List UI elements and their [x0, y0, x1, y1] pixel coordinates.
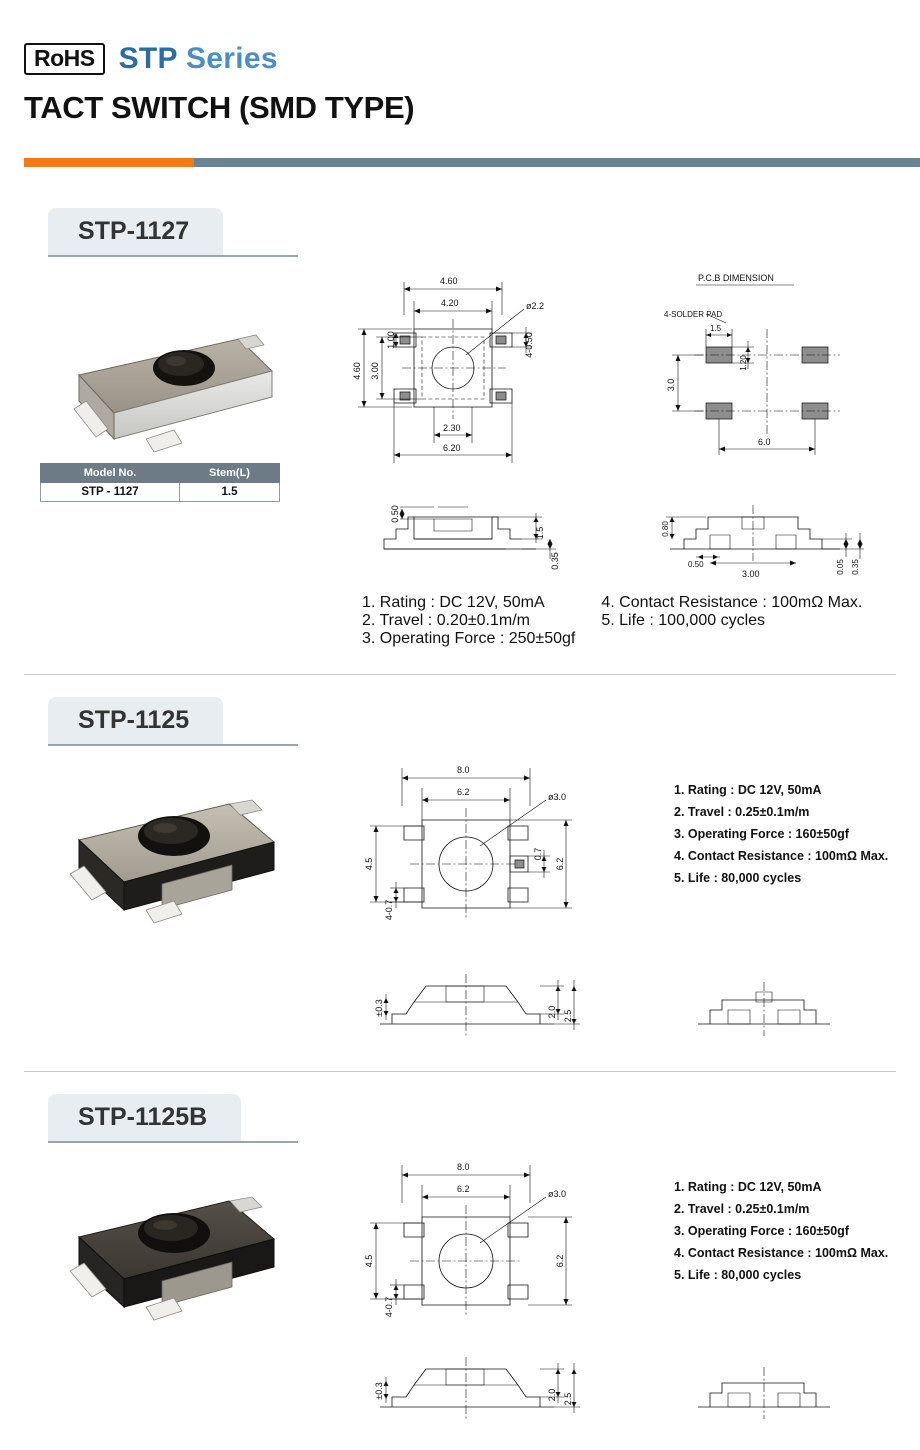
- th-model-no: Model No.: [41, 464, 180, 483]
- spec-item: 1. Rating : DC 12V, 50mA: [674, 783, 822, 797]
- series-word: Series: [185, 42, 278, 75]
- dim-pcb-side-c-1127: 0.05: [836, 559, 845, 575]
- section-stp-1125: [0, 675, 920, 1063]
- dim-side-h-mid-1127: 1.5: [535, 526, 545, 540]
- product-photo-block-1125: [24, 758, 314, 1063]
- spec-item: 5. Life : 100,000 cycles: [601, 612, 766, 629]
- spec-item: 3. Operating Force : 160±50gf: [674, 1223, 849, 1238]
- dim-side-h-bot-1127: 0.35: [550, 552, 560, 570]
- section-stp-1125b: [0, 1072, 920, 1450]
- section-stp-1127: [0, 180, 920, 648]
- header-accent-bar: [24, 158, 920, 167]
- dim-left-pad-1125: 4-0.7: [384, 899, 394, 921]
- specs-left-1127: [362, 594, 575, 648]
- dim-left-inner-h-1127: 3.00: [370, 362, 380, 380]
- pcb-dimension-title-1127: P.C.B DIMENSION: [698, 273, 774, 283]
- model-tab-underline-1125b: [48, 1141, 298, 1143]
- accent-bar-orange: [24, 158, 194, 167]
- dim-left-outer-h-1127: 4.60: [352, 362, 362, 380]
- specs-right-1127: [601, 594, 862, 648]
- product-photo-1125b: [24, 1155, 314, 1325]
- th-stem: Stem(L): [180, 464, 280, 483]
- switch-photo-1125b-svg: [24, 1155, 314, 1325]
- stem-table-1127: [40, 463, 280, 502]
- series-heading: [119, 42, 278, 76]
- switch-photo-1125-svg: [24, 758, 314, 928]
- dim-bottom-outer-1127: 6.20: [443, 443, 461, 453]
- dim-top-inner-w-1125: 6.2: [457, 787, 470, 797]
- dim-left-small-1127: 1.00: [386, 331, 396, 349]
- model-tab-underline-1127: [48, 255, 298, 257]
- dim-side-h1-1125: 2.0: [547, 1005, 557, 1019]
- dim-right-h-1125b: 6.2: [555, 1254, 565, 1268]
- dim-knob-1127: ø2.2: [526, 301, 545, 311]
- dim-top-inner-w-1127: 4.20: [441, 298, 459, 308]
- specs-1125: [674, 780, 896, 1063]
- technical-drawing-1127: [306, 267, 896, 627]
- dim-pcb-v-1127: 3.0: [666, 378, 676, 392]
- product-photo-block-1127: [24, 267, 306, 648]
- model-tab-1125b: STP-1125B: [48, 1094, 241, 1141]
- dim-knob-1125: ø3.0: [548, 792, 567, 802]
- model-tab-1125: STP-1125: [48, 697, 223, 744]
- dim-pcb-pad-h-1127: 1.20: [739, 355, 748, 371]
- dim-pcb-side-a-1127: 0.50: [688, 560, 704, 569]
- rohs-badge: RoHS: [24, 43, 105, 75]
- product-photo-block-1125b: [24, 1155, 314, 1450]
- dim-top-outer-w-1125: 8.0: [457, 765, 470, 775]
- model-tab-1127: STP-1127: [48, 208, 223, 255]
- dim-side-left-1125: ±0.3: [374, 999, 384, 1017]
- cell-model-no: STP - 1127: [41, 483, 180, 502]
- dim-knob-1125b: ø3.0: [548, 1189, 567, 1199]
- dim-left-outer-h-1125b: 4.5: [364, 1254, 374, 1268]
- dim-pcb-side-b-1127: 3.00: [742, 569, 760, 579]
- spec-item: 5. Life : 80,000 cycles: [674, 870, 802, 885]
- dim-side-h-top-1127: 0.50: [390, 505, 400, 523]
- spec-item: 4. Contact Resistance : 100mΩ Max.: [601, 594, 863, 611]
- specs-1125b: [674, 1177, 896, 1450]
- dim-pcb-pad-w-1127: 1.5: [710, 324, 722, 333]
- spec-item: 4. Contact Resistance : 100mΩ Max.: [674, 848, 889, 863]
- dim-pcb-side-h-1127: 0.80: [661, 521, 670, 537]
- dim-side-h1-1125b: 2.0: [547, 1388, 557, 1402]
- dim-top-outer-w-1127: 4.60: [440, 276, 458, 286]
- cell-stem: 1.5: [180, 483, 280, 502]
- product-photo-1125: [24, 758, 314, 928]
- spec-item: 2. Travel : 0.20±0.1m/m: [362, 612, 530, 629]
- dim-side-h2-1125b: 2.5: [563, 1392, 573, 1406]
- dim-left-outer-h-1125: 4.5: [364, 857, 374, 871]
- drawings-block-1127: [306, 267, 896, 648]
- spec-item: 1. Rating : DC 12V, 50mA: [674, 1180, 822, 1194]
- spec-item: 1. Rating : DC 12V, 50mA: [362, 594, 545, 611]
- spec-item: 2. Travel : 0.25±0.1m/m: [674, 804, 810, 819]
- dim-right-pad-1125: 0.7: [533, 847, 543, 861]
- dim-side-left-1125b: ±0.3: [374, 1382, 384, 1400]
- dim-side-h2-1125: 2.5: [563, 1009, 573, 1023]
- specs-1127: [362, 594, 896, 648]
- dim-left-pad-1125b: 4-0.7: [384, 1296, 394, 1318]
- spec-item: 5. Life : 80,000 cycles: [674, 1267, 802, 1282]
- dim-pcb-w-1127: 6.0: [758, 437, 771, 447]
- spec-item: 3. Operating Force : 160±50gf: [674, 826, 849, 841]
- specs-list-1125: [674, 780, 896, 889]
- accent-bar-blue: [194, 158, 920, 167]
- dim-pcb-side-d-1127: 0.35: [851, 559, 860, 575]
- dim-top-outer-w-1125b: 8.0: [457, 1162, 470, 1172]
- series-code: STP: [118, 42, 178, 75]
- header-top-row: [0, 0, 920, 76]
- dim-right-pad-1127: 4-0.50: [524, 332, 534, 358]
- table-row: [41, 483, 280, 502]
- spec-item: 4. Contact Resistance : 100mΩ Max.: [674, 1245, 889, 1260]
- specs-list-1125b: [674, 1177, 896, 1286]
- table-header-row: [41, 464, 280, 483]
- pcb-solder-pad-note-1127: 4-SOLDER PAD: [664, 310, 723, 319]
- spec-item: 2. Travel : 0.25±0.1m/m: [674, 1201, 810, 1216]
- page-title: TACT SWITCH (SMD TYPE): [24, 90, 415, 125]
- dim-bottom-inner-1127: 2.30: [443, 423, 461, 433]
- switch-photo-1127-svg: [24, 267, 304, 457]
- page-header: [0, 0, 920, 180]
- dim-right-h-1125: 6.2: [555, 857, 565, 871]
- product-photo-1127: [24, 267, 306, 457]
- spec-item: 3. Operating Force : 250±50gf: [362, 630, 576, 647]
- dim-top-inner-w-1125b: 6.2: [457, 1184, 470, 1194]
- model-tab-underline-1125: [48, 744, 298, 746]
